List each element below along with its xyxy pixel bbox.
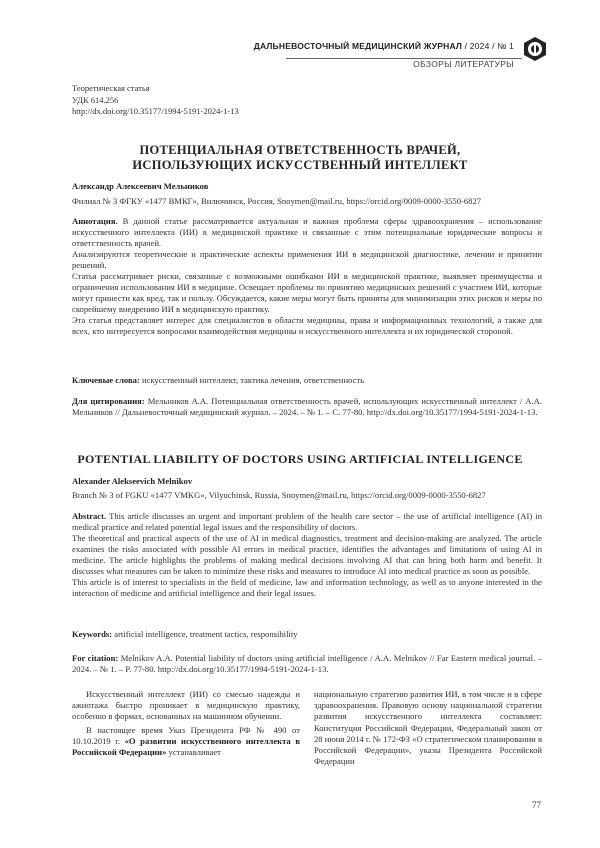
body-text: В настоящее время Указ Президента РФ № 490 от 10.10.2019 г. [72,724,300,746]
en-author: Alexander Alekseevich Melnikov [72,476,193,486]
ru-abstract-label: Аннотация. [72,216,118,226]
ru-keywords-label: Ключевые слова: [72,375,140,385]
en-abstract-text-1: This article discusses an urgent and important problem of the health care sector – the use of artificial intelligence (AI) in medical practice and related potential legal issues and the responsibility of doctors. [72,511,542,532]
en-affiliation: Branch № 3 of FGKU «1477 VMKG», Vilyuchinsk, Russia, Snoymen@mail.ru, https://orcid.org/0009-0000-3550-6827 [72,490,486,500]
journal-logo-icon [522,36,548,62]
en-keywords-text: artificial intelligence, treatment tactics, responsibility [112,629,298,639]
en-citation-label: For citation: [72,653,119,663]
en-abstract-p2: The theoretical and practical aspects of the use of AI in medical diagnostics, treatment and decision-making are analyzed. The article examines the risks associated with possible AI errors in medical practice, identifies the advantages and limitations of using AI in medicine. The article highlights the problems of making medical decisions involving AI that can bring both harm and benefit. It discusses what measures can be taken to minimize these risks and measures to introduce AI into medical practice as soon as possible. [72,533,542,576]
ru-citation-text: Мельников А.А. Потенциальная ответственность врачей, использующих искусственный интеллект / А.А. Мельников // Дальневосточный медицинский журнал. – 2024. – № 1. – С. 77-80. http://dx.doi.org/10.35177/1994-5191-2024-1-13. [72,396,543,417]
article-meta [72,83,239,118]
body-text: устанавливает [166,747,221,758]
ru-keywords [72,375,542,386]
section-name: ОБЗОРЫ ЛИТЕРАТУРЫ [413,59,514,69]
doi-link[interactable]: http://dx.doi.org/10.35177/1994-5191-2024-1-13 [72,106,239,116]
journal-name [254,41,514,51]
journal-title: ДАЛЬНЕВОСТОЧНЫЙ МЕДИЦИНСКИЙ ЖУРНАЛ [253,41,463,51]
ru-abstract-p2: Анализируются теоретические и практические аспекты применения ИИ в медицинской диагностике, лечении и принятии решений. [72,249,542,270]
ru-affiliation: Филиал № 3 ФГКУ «1477 ВМКГ», Вилючинск, Россия, Snoymen@mail.ru, https://orcid.org/0009-0000-3550-6827 [72,196,482,206]
en-citation-text: Melnikov A.A. Potential liability of doctors using artificial intelligence / A.A. Melnikov // Far Eastern medical journal. – 2024. – № 1. – P. 77-80. http://dx.doi.org/10.35177/1994-5191-2024-1-13. [72,653,542,674]
ru-abstract-text-1: В данной статье рассматривается актуальная и важная проблема сферы здравоохранения – использование искусственного интеллекта (ИИ) в медицинской практике и связанные с этим потенциальные юридические вопросы и ответственность врачей. [72,216,542,248]
ru-citation-label: Для цитирования: [72,396,145,406]
en-abstract-p1 [72,511,542,533]
ru-title-line-1: ПОТЕНЦИАЛЬНАЯ ОТВЕТСТВЕННОСТЬ ВРАЧЕЙ, [139,143,461,157]
ru-author: Александр Алексеевич Мельников [72,181,209,191]
ru-title-line-2: ИСПОЛЬЗУЮЩИХ ИСКУССТВЕННЫЙ ИНТЕЛЛЕКТ [132,158,468,172]
page-number: 77 [532,800,541,810]
udk: УДК 614.256 [72,94,119,105]
body-paragraph [72,725,300,759]
body-text-bold: «О развитии искусственного интеллекта в Российской Федерации» [72,735,300,758]
ru-title [60,143,540,173]
ru-citation [72,396,542,418]
body-paragraph: Искусственный интеллект (ИИ) со смесью надежды и ажиотажа быстро проникает в медицинскую практику, особенно в формах, основанных на машинном обучении. [72,689,300,722]
en-abstract-label: Abstract. [72,511,107,521]
ru-abstract-p1 [72,216,542,249]
en-abstract [72,511,542,599]
en-citation [72,653,542,675]
ru-abstract [72,216,542,337]
body-column-right [314,689,542,767]
en-keywords-label: Keywords: [72,629,113,639]
ru-abstract-p3: Статья рассматривает риски, связанные с возможными ошибками ИИ в медицинской практике, выявляет преимущества и ограничения использования ИИ в медицине. Освещает проблемы по принятию медицинских решений с участием ИИ, которые могут принести как вред, так и пользу. Обсуждается, какие меры могут быть приняты для минимизации этих рисков и меры по скорейшему внедрению ИИ в медицинскую практику. [72,271,542,314]
en-title: POTENTIAL LIABILITY OF DOCTORS USING ARTIFICIAL INTELLIGENCE [77,452,523,466]
en-abstract-p3: This article is of interest to specialists in the field of medicine, law and information technology, as well as to anyone interested in the interaction of medicine and artificial intelligence and their legal issues. [72,577,542,598]
article-type: Теоретическая статья [72,83,150,93]
journal-issue: / 2024 / № 1 [462,41,514,51]
body-paragraph: национальную стратегию развития ИИ, в том числе и в сфере здравоохранения. Правовую основу национальной стратегии развития искусственного интеллекта составляет: Конституция Российской Федерации, Федеральный закон от 28 июня 2014 г. № 172-ФЗ «О стратегическом планировании в Российской Федерации», указы Президента Российской Федерации [314,689,542,767]
body-column-left [72,689,300,758]
en-keywords [72,629,542,640]
running-header [0,0,600,78]
ru-keywords-text: искусственный интеллект, тактика лечения, ответственность [139,375,365,385]
ru-abstract-p4: Эта статья представляет интерес для специалистов в области медицины, права и информационных технологий, а также для всех, кто интересуется вопросами взаимодействия медицины и искусственного интеллекта и их юридической стороной. [72,315,542,336]
